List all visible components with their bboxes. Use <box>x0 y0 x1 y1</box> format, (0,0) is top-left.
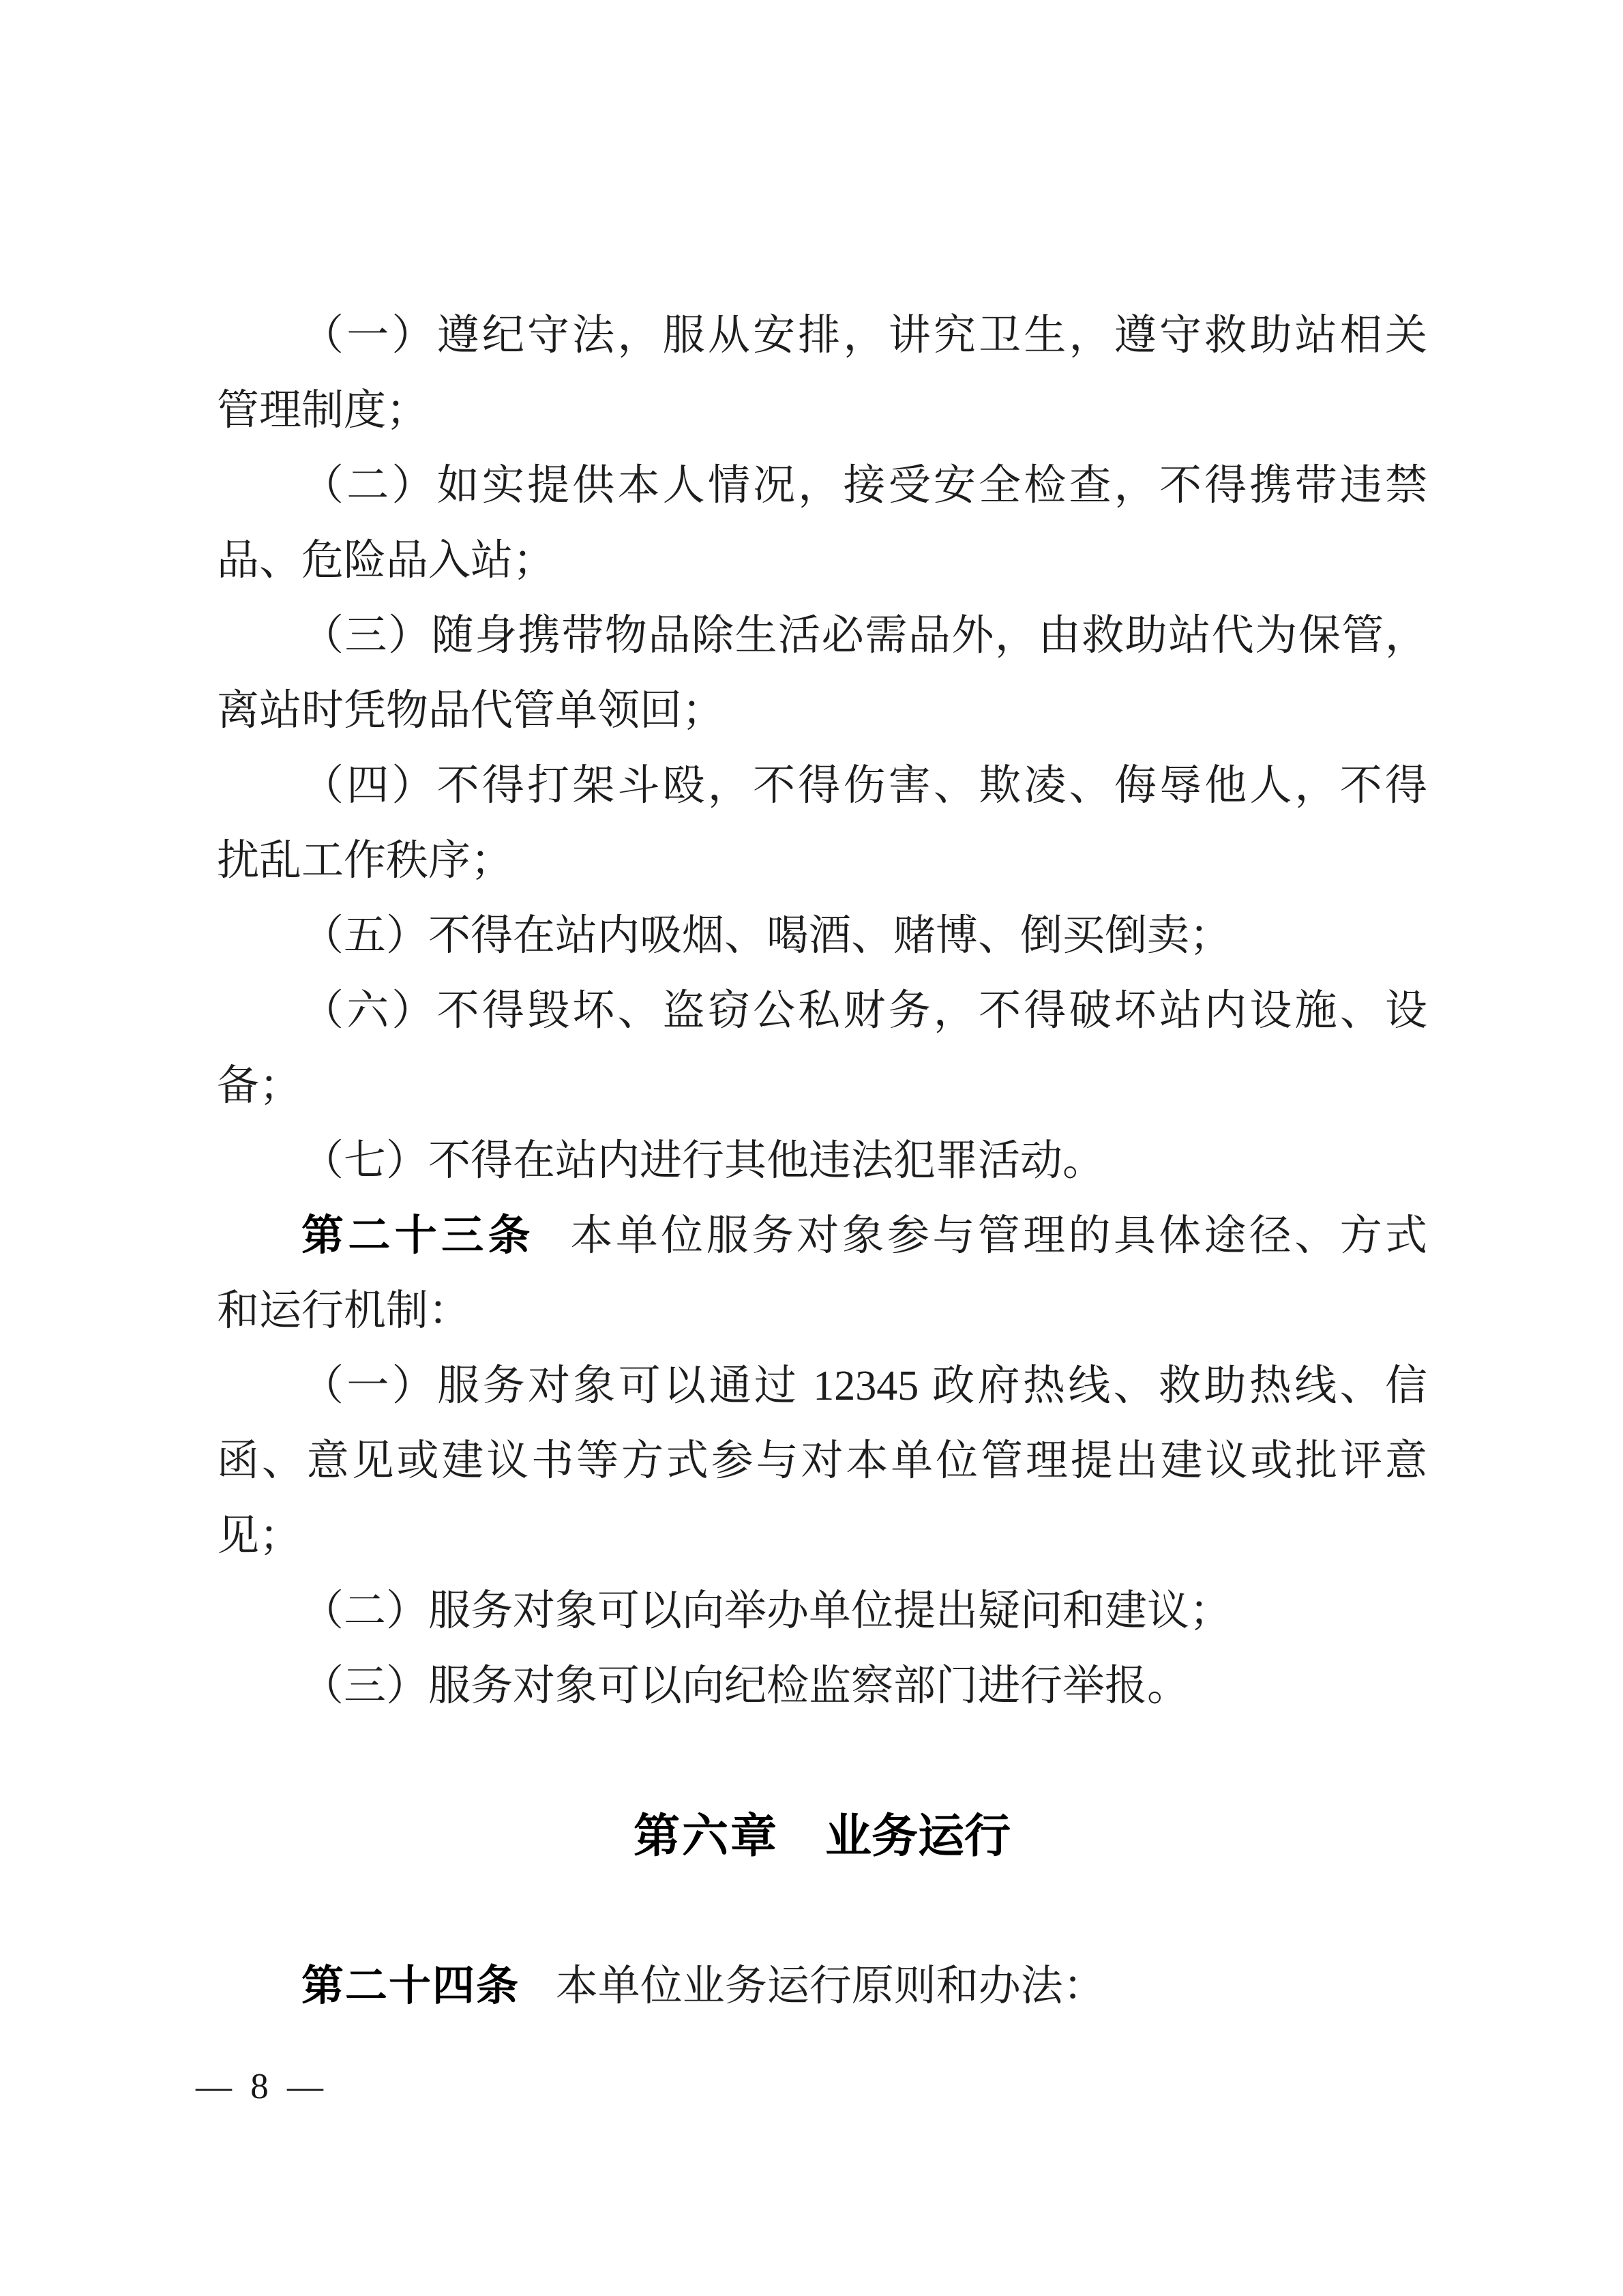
chapter-heading <box>217 1799 1427 1874</box>
text-line: 备； <box>217 1063 302 1109</box>
text-line: 管理制度； <box>217 387 429 434</box>
line-text: 本单位服务对象参与管理的具体途径、方式 <box>570 1213 1427 1259</box>
text-line: （三）服务对象可以向纪检监察部门进行举报。 <box>301 1663 1190 1709</box>
text-line: （二）服务对象可以向举办单位提出疑问和建议； <box>301 1588 1232 1634</box>
line-text: 业务运行 <box>825 1810 1011 1862</box>
line-text: 本单位业务运行原则和办法： <box>555 1963 1105 2010</box>
text-line: （一）服务对象可以通过 12345 政府热线、救助热线、信 <box>301 1363 1427 1409</box>
text-line: （一）遵纪守法，服从安排，讲究卫生，遵守救助站相关 <box>301 312 1427 359</box>
text-line: （三）随身携带物品除生活必需品外，由救助站代为保管， <box>301 613 1427 659</box>
text-line: （六）不得毁坏、盗窃公私财务，不得破坏站内设施、设 <box>301 988 1427 1034</box>
text-line: （二）如实提供本人情况，接受安全检查，不得携带违禁 <box>301 462 1427 509</box>
text-line <box>217 1198 1427 1274</box>
text-line: 离站时凭物品代管单领回； <box>217 688 725 734</box>
text-line: （五）不得在站内吸烟、喝酒、赌博、倒买倒卖； <box>301 913 1232 959</box>
document-body <box>217 298 1427 2024</box>
text-line: 扰乱工作秩序； <box>217 838 513 884</box>
text-line: （四）不得打架斗殴，不得伤害、欺凌、侮辱他人，不得 <box>301 763 1427 809</box>
text-line: 见； <box>217 1513 302 1559</box>
chapter-number: 第六章 <box>633 1810 779 1862</box>
text-line <box>217 1949 1427 2024</box>
text-line: （七）不得在站内进行其他违法犯罪活动。 <box>301 1138 1105 1184</box>
article-number: 第二十四条 <box>301 1962 520 2010</box>
page-number: — 8 — <box>196 2067 328 2106</box>
text-line: 和运行机制： <box>217 1288 471 1334</box>
text-line: 品、危险品入站； <box>217 538 556 584</box>
text-line: 函、意见或建议书等方式参与对本单位管理提出建议或批评意 <box>217 1438 1427 1484</box>
article-number: 第二十三条 <box>301 1212 535 1259</box>
